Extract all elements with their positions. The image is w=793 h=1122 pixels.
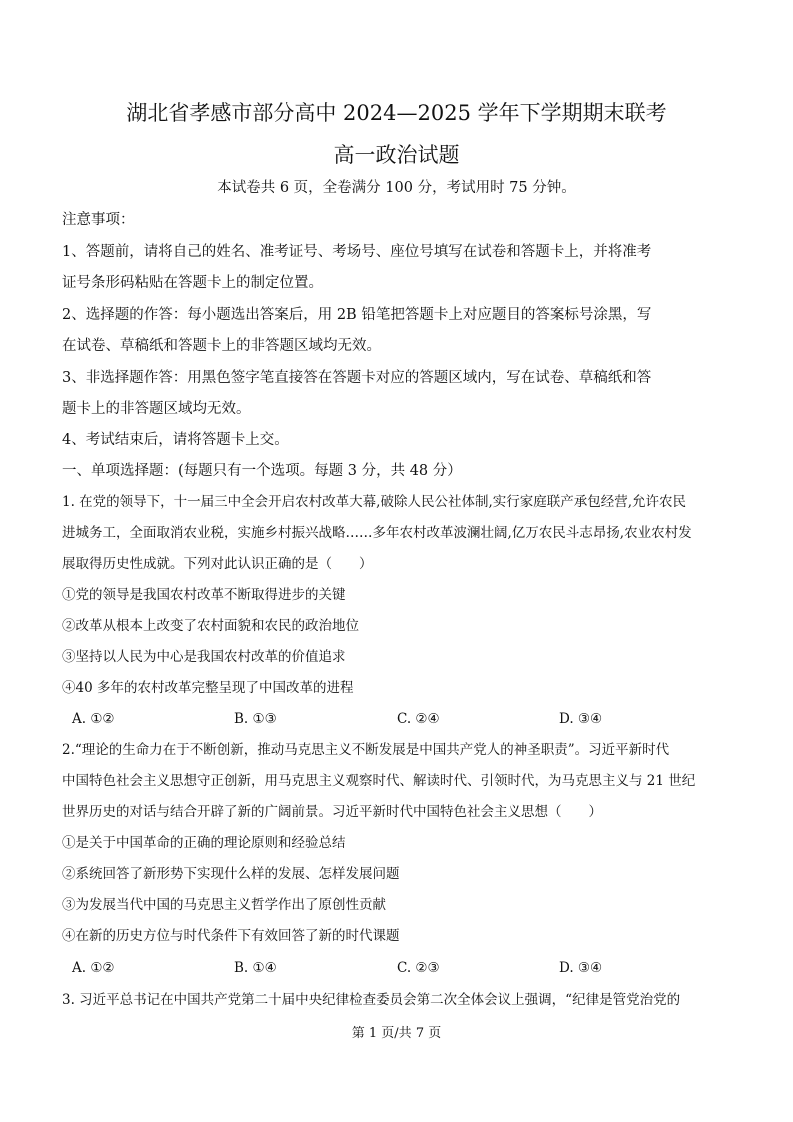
q1-option-d[interactable]: D. ③④ (559, 711, 603, 727)
q1-item: ④40 多年的农村改革完整呈现了中国改革的进程 (62, 680, 354, 696)
q1-option-a[interactable]: A. ①② (72, 711, 115, 727)
q2-item: ①是关于中国革命的正确的理论原则和经验总结 (62, 835, 346, 851)
q2-option-b[interactable]: B. ①④ (234, 960, 277, 976)
q1-stem-line: 1. 在党的领导下，十一届三中全会开启农村改革大幕,破除人民公社体制,实行家庭联产承包经营,允许农民 (62, 494, 687, 510)
q1-option-c[interactable]: C. ②④ (397, 711, 440, 727)
q2-stem-line: 世界历史的对话与结合开辟了新的广阔前景。习近平新时代中国特色社会主义思想（ ） (62, 804, 602, 820)
q2-item: ②系统回答了新形势下实现什么样的发展、怎样发展问题 (62, 866, 400, 882)
q2-stem-line: 中国特色社会主义思想守正创新，用马克思主义观察时代、解读时代、引领时代，为马克思主义与 21 世纪 (62, 773, 696, 789)
note-line: 3、非选择题作答：用黑色签字笔直接答在答题卡对应的答题区域内，写在试卷、草稿纸和答 (62, 370, 652, 386)
q2-option-a[interactable]: A. ①② (72, 960, 115, 976)
note-line: 4、考试结束后，请将答题卡上交。 (62, 432, 289, 448)
section-heading: 一、单项选择题：(每题只有一个选项。每题 3 分，共 48 分） (62, 463, 462, 479)
q2-option-c[interactable]: C. ②③ (397, 960, 440, 976)
exam-title: 湖北省孝感市部分高中 2024—2025 学年下学期期末联考 (126, 101, 667, 125)
note-line: 题卡上的非答题区域均无效。 (62, 401, 251, 417)
page-footer: 第 1 页/共 7 页 (351, 1026, 442, 1041)
q2-option-d[interactable]: D. ③④ (559, 960, 603, 976)
notes-heading: 注意事项： (62, 212, 135, 228)
exam-info: 本试卷共 6 页，全卷满分 100 分，考试用时 75 分钟。 (217, 180, 576, 196)
q1-stem-line: 进城务工，全面取消农业税，实施乡村振兴战略……多年农村改革波澜壮阔,亿万农民斗志昂扬,农业农村发 (62, 525, 692, 541)
note-line: 1、答题前，请将自己的姓名、准考证号、考场号、座位号填写在试卷和答题卡上，并将准考 (62, 244, 652, 260)
q2-item: ③为发展当代中国的马克思主义哲学作出了原创性贡献 (62, 897, 386, 913)
q1-item: ②改革从根本上改变了农村面貌和农民的政治地位 (62, 618, 359, 634)
note-line: 2、选择题的作答：每小题选出答案后，用 2B 铅笔把答题卡上对应题目的答案标号涂黑，写 (62, 307, 652, 323)
exam-subtitle: 高一政治试题 (333, 143, 460, 167)
q1-stem-line: 展取得历史性成就。下列对此认识正确的是（ ） (62, 556, 373, 572)
note-line: 证号条形码粘贴在答题卡上的制定位置。 (62, 275, 323, 291)
note-line: 在试卷、草稿纸和答题卡上的非答题区域均无效。 (62, 338, 381, 354)
q2-item: ④在新的历史方位与时代条件下有效回答了新的时代课题 (62, 928, 400, 944)
q1-item: ①党的领导是我国农村改革不断取得进步的关键 (62, 587, 346, 603)
q2-stem-line: 2.“理论的生命力在于不断创新，推动马克思主义不断发展是中国共产党人的神圣职责”。习近平新时代 (62, 742, 670, 758)
q1-option-b[interactable]: B. ①③ (234, 711, 277, 727)
q1-item: ③坚持以人民为中心是我国农村改革的价值追求 (62, 649, 346, 665)
q3-stem-line: 3. 习近平总书记在中国共产党第二十届中央纪律检查委员会第二次全体会议上强调，“纪律是管党治党的 (62, 992, 681, 1008)
